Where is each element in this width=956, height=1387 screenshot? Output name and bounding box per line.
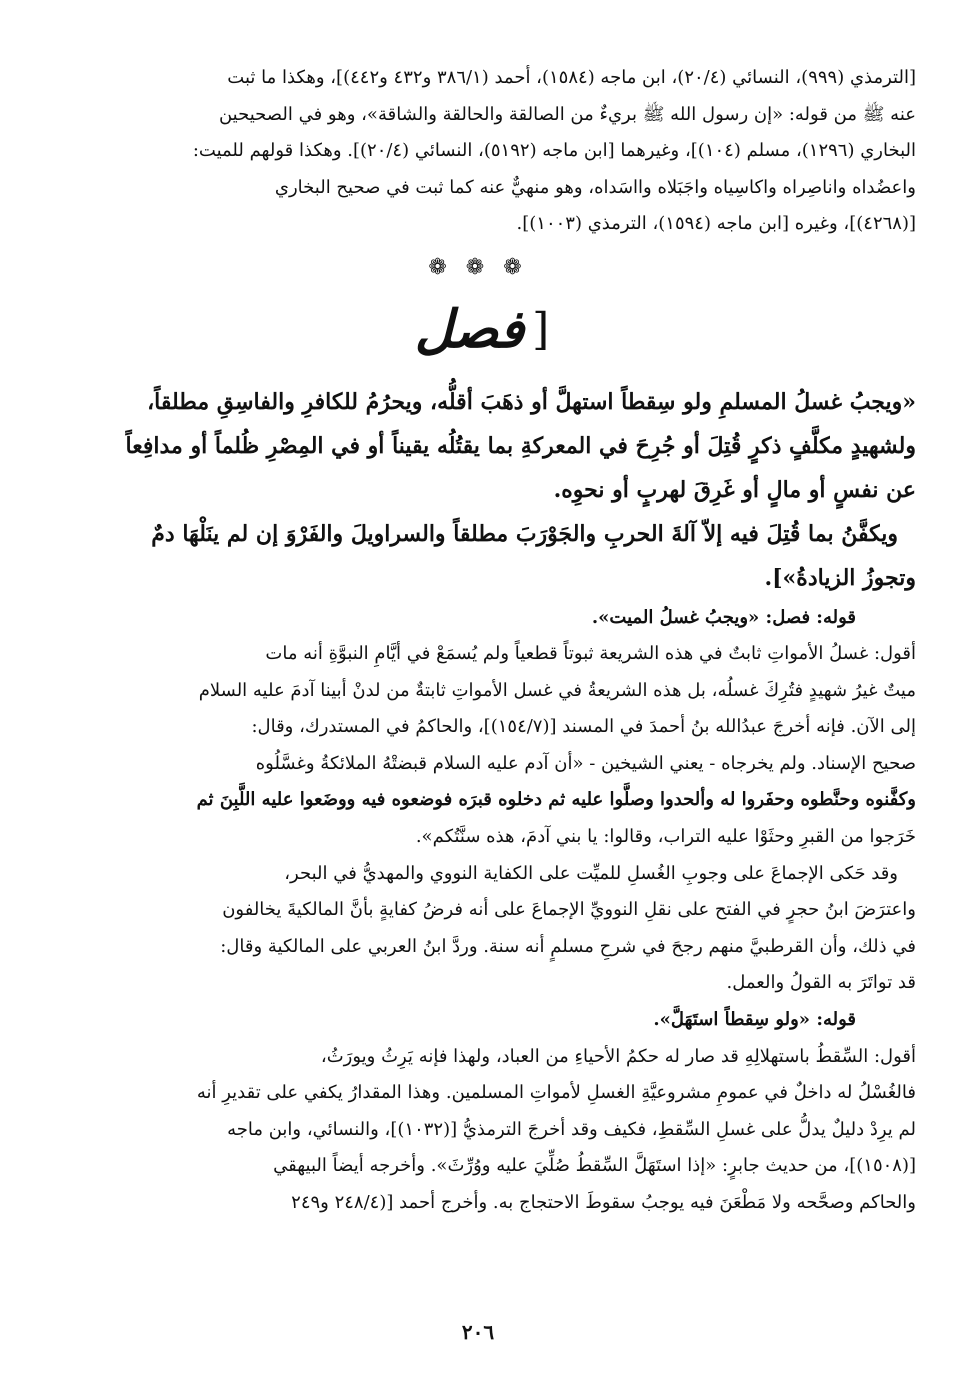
commentary-line: فالغُسْلُ له داخلٌ في عمومِ مشروعيَّةِ الغسلِ لأمواتِ المسلمين. وهذا المقدارُ يكفي على تقديرِ أنه (196, 1082, 916, 1104)
top-note-line: عنه ﷺ من قوله: «إن رسول الله ﷺ بريءٌ من الصالقة والحالقة والشاقة»، وهو في الصحيحين (218, 103, 916, 125)
section-heading (40, 300, 916, 370)
commentary-line: والحاكم وصحَّحه ولا مَطْعَنَ فيه يوجبُ سقوطَ الاحتجاج به. وأخرج أحمد [(٢٤٨/٤ و٢٤٩ (291, 1192, 916, 1213)
commentary-line: أقول: غسلُ الأمواتِ ثابتٌ في هذه الشريعة ثبوتاً قطعياً ولم يُسمَعْ في أيَّامِ النبوَّةِ أنه مات (265, 643, 916, 665)
commentary-line: إلى الآن. فإنه أخرجَ عبدُالله بنُ أحمدَ في المسند [(١٥٤/٧)]، والحاكمُ في المستدرك، وقال: (251, 716, 916, 738)
section-separator: ❁ ❁ ❁ (428, 254, 528, 280)
commentary-line: واعترَضَ ابنُ حجرٍ في الفتح على نقلِ النوويِّ الإجماعَ على أنه فرضُ كفايةٍ بأنَّ المالكيةَ يخالفون (222, 899, 916, 921)
commentary-line: وقد حَكى الإجماعَ على وجوبِ الغُسلِ للميِّت على الكفاية النووي والمهديُّ في البحر، (284, 862, 898, 884)
matn-line: ويكفَّنُ بما قُتِلَ فيه إلاّ آلةَ الحربِ والجَوْرَبَ مطلقاً والسراويلَ والفَرْوَ إن لم ينَلْهَا دمٌ (151, 520, 898, 547)
commentary-line: [(١٥٠٨)]، من حديث جابرٍ: «إذا استَهَلَّ السِّقطُ صُلِّيَ عليه ووُرِّثَ». وأخرجه أيضاً البيهقي (273, 1155, 916, 1177)
matn-text-block (40, 380, 916, 600)
commentary-block (40, 600, 916, 1222)
commentary-line: وكفَّنوه وحنَّطوه وحفَروا له وألحدوا وصلَّوا عليه ثم دخلوه قبرَه فوضعوه فيه ووضَعوا عليه اللَّبِنَ ثم (196, 789, 916, 811)
page-number: ٢٠٦ (461, 1320, 495, 1344)
top-note-line: [الترمذي (٩٩٩)، النسائي (٢٠/٤)، ابن ماجه (١٥٨٤)، أحمد (٣٨٦/١ و٤٣٢ و٤٤٢)]، وهكذا ما ثبت (227, 67, 916, 88)
top-note-line: البخاري (١٢٩٦)، مسلم (١٠٤)]، وغيرهما [ابن ماجه (٥١٩٢)، النسائي (٢٠/٤)]. وهكذا قولهم للميت: (192, 140, 916, 161)
commentary-quote-heading: قوله: فصل: «ويجبُ غسلُ الميت». (591, 606, 856, 628)
matn-line: ولشهيدٍ مكلَّفٍ ذكرٍ قُتِلَ أو جُرِحَ في المعركةِ بما يقتُلُه يقيناً أو في المِصْرِ ظُلماً أو مدافِعاً (125, 432, 916, 459)
commentary-line: أقول: السِّقطُ باستهلالِهِ قد صار له حكمُ الأحياءِ من العباد، ولهذا فإنه يَرِثُ ويورَثُ، (320, 1045, 916, 1067)
commentary-quote-heading: قوله: «ولو سِقطاً استَهَلَّ». (653, 1009, 856, 1031)
matn-line: «ويجبُ غسلُ المسلمِ ولو سِقطاً استهلَّ أو ذهَبَ أقلُّه، ويحرُمُ للكافرِ والفاسِقِ مطلقاً، (147, 388, 916, 415)
commentary-line: ميتٌ غيرُ شهيدٍ فتُرِكَ غسلُه، بل هذه الشريعةُ في غسل الأمواتِ ثابتةٌ من لدنْ أبينا آدمَ عليه السلام (198, 679, 916, 701)
top-note-line: واعضُداه واناصِراه واكاسِياه واجَبَلاه وااسَداه، وهو منهيٌّ عنه كما ثبت في صحيح البخاري (274, 176, 916, 198)
matn-line: وتجوزُ الزيادةُ»]. (764, 564, 916, 591)
commentary-line: صحيح الإسناد. ولم يخرجاه - يعني الشيخين - «أن آدم عليه السلام قبضتْهُ الملائكةُ وغسَّلُوه (255, 752, 916, 774)
matn-line: عن نفسٍ أو مالٍ أو غَرِقَ لهربٍ أو نحوِه. (553, 476, 916, 503)
heading-title: فصل (414, 298, 525, 360)
top-note-line: [(٤٢٦٨)]، وغيره [ابن ماجه (١٥٩٤)، الترمذي (١٠٠٣)]. (516, 213, 916, 234)
commentary-line: خَرَجوا من القبرِ وحثَوْا عليه التراب، وقالوا: يا بني آدمَ، هذه سنَّتُكم». (415, 826, 916, 848)
top-footnote-block (40, 60, 916, 243)
commentary-line: في ذلك، وأن القرطبيَّ منهم رجحَ في شرحِ مسلمٍ أنه سنة. وردَّ ابنُ العربي على المالكية وقال: (220, 935, 916, 957)
heading-bracket: [ (532, 303, 550, 355)
commentary-line: قد تواتَرَ به القولُ والعمل. (726, 972, 916, 994)
page-body (40, 60, 916, 1222)
commentary-line: لم يرِدْ دليلٌ يدلُّ على غسلِ السِّقطِ، فكيف وقد أخرجَ الترمذيُّ [(١٠٣٢)]، والنسائي، وابن ماجه (227, 1118, 916, 1140)
